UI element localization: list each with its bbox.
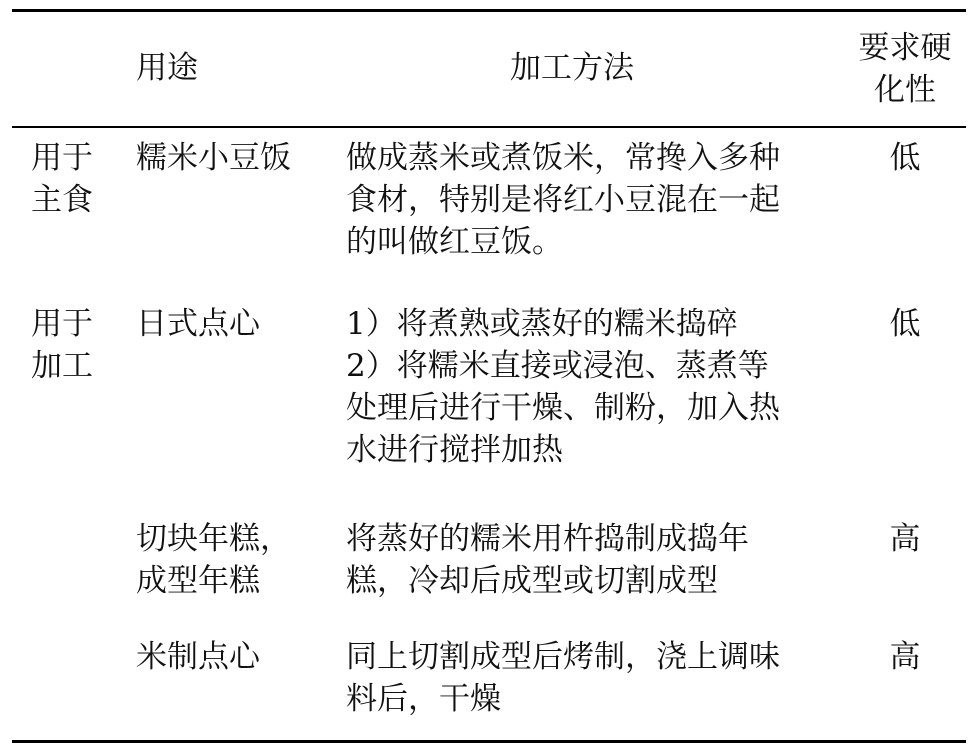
row-method-line: 的叫做红豆饭。 [346,224,563,260]
row-hardening: 高 [889,521,921,557]
row-method-line: 糕，冷却后成型或切割成型 [346,563,718,599]
row-product [136,137,291,179]
row-category-line: 用于 [31,140,93,176]
header-hardening-line: 要求硬 [858,30,952,66]
row-method [346,137,780,263]
row-method [346,518,749,602]
row-product [136,303,260,345]
table-top-rule [12,9,966,12]
header-hardening-line: 化性 [874,72,936,108]
row-category [31,137,93,221]
row-method-line: 处理后进行干燥、制粉，加入热 [346,390,780,426]
row-category-line: 用于 [31,306,93,342]
table-bottom-rule [12,740,966,743]
row-product-line: 糯米小豆饭 [136,140,291,176]
row-product-line: 日式点心 [136,306,260,342]
row-hardening: 低 [889,140,921,176]
row-category [31,303,93,387]
row-method-line: 水进行搅拌加热 [346,432,563,468]
row-method-line: 做成蒸米或煮饭米，常搀入多种 [346,140,780,176]
row-hardening: 高 [889,639,921,675]
row-hardening: 低 [889,306,921,342]
row-category-line: 主食 [31,182,93,218]
row-method-line: 料后，干燥 [346,681,501,717]
row-method [346,303,780,471]
row-product-line: 米制点心 [136,639,260,675]
row-product-line: 切块年糕， [136,521,291,557]
table-header-rule [12,126,966,128]
row-method-line: 食材，特别是将红小豆混在一起 [346,182,780,218]
header-hardening [852,27,958,111]
row-product [136,518,291,602]
row-method-line: 1）将煮熟或蒸好的糯米捣碎 [346,306,738,342]
row-method-line: 2）将糯米直接或浸泡、蒸煮等 [346,348,769,384]
row-method [346,636,780,720]
row-product-line: 成型年糕 [136,563,260,599]
row-method-line: 同上切割成型后烤制，浇上调味 [346,639,780,675]
header-method: 加工方法 [510,50,634,86]
row-category-line: 加工 [31,348,93,384]
header-usage: 用途 [136,50,198,86]
row-product [136,636,260,678]
row-method-line: 将蒸好的糯米用杵捣制成捣年 [346,521,749,557]
